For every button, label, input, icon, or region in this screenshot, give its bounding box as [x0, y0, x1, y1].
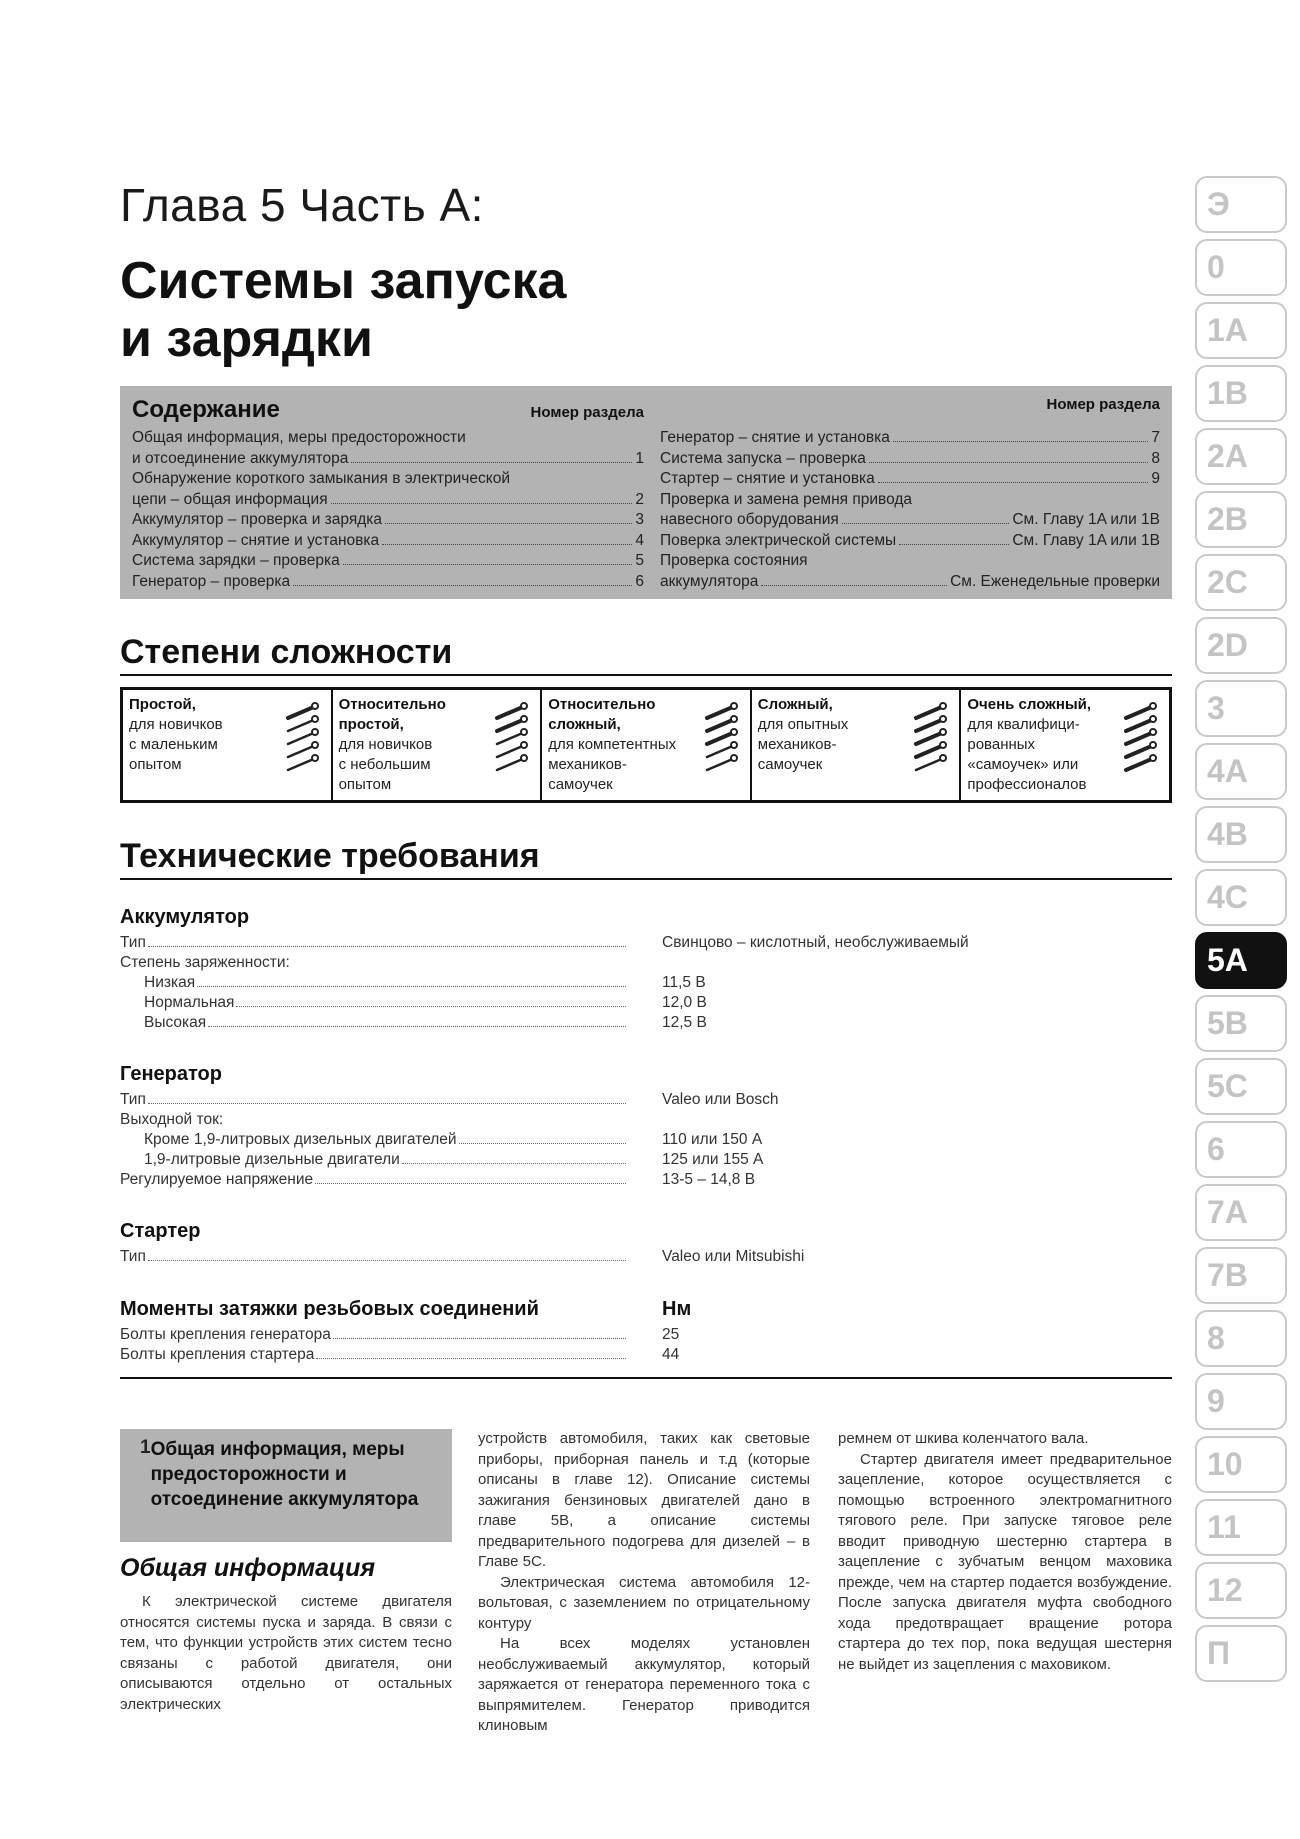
spec-value: 13-5 – 14,8 В [662, 1171, 756, 1188]
contents-title: Содержание [132, 396, 280, 423]
spec-label: Тип [120, 1248, 146, 1265]
difficulty-description: «самоучек» или [967, 756, 1079, 773]
chapter-line: Глава 5 Часть A: [120, 179, 484, 231]
difficulty-title: Относительно простой, [338, 696, 446, 733]
contents-item-label: Проверка состояния [660, 552, 808, 569]
contents-item-number: См. Главу 1A или 1B [1012, 531, 1160, 549]
page-title [120, 252, 566, 368]
difficulty-description: самоучек [548, 776, 613, 793]
wrench-rating-icon [494, 700, 528, 774]
contents-item-label: аккумулятора [660, 572, 759, 590]
spec-value: 44 [662, 1346, 680, 1363]
section-1-heading-box [120, 1429, 452, 1542]
contents-item-label: Стартер – снятие и установка [660, 470, 875, 487]
difficulty-description: профессионалов [967, 776, 1087, 793]
difficulty-heading: Степени сложности [120, 633, 1172, 676]
spec-row [120, 994, 1172, 1014]
spec-label: Тип [120, 934, 146, 951]
spec-value: Valeo или Bosch [662, 1091, 779, 1108]
spec-value: 110 или 150 А [662, 1131, 763, 1148]
chapter-tab[interactable]: 6 [1195, 1121, 1287, 1178]
spec-heading-starter: Стартер [120, 1220, 201, 1242]
contents-box [120, 386, 1172, 599]
spec-row [120, 974, 1172, 994]
body-paragraph: Электрическая система автомобиля 12-вольтовая, с заземлением по отрицательному контуру [478, 1573, 810, 1632]
spec-value: 11,5 В [662, 974, 706, 991]
chapter-tab[interactable]: 5C [1195, 1058, 1287, 1115]
spec-row [120, 1326, 1172, 1346]
spec-label: Выходной ток: [120, 1111, 224, 1128]
contents-item-label: и отсоединение аккумулятора [132, 449, 349, 467]
contents-item [132, 449, 644, 470]
torque-unit: Нм [662, 1298, 692, 1320]
title-line-2: и зарядки [120, 310, 373, 368]
contents-item-number: См. Главу 1A или 1B [1012, 511, 1160, 528]
contents-item [660, 469, 1160, 490]
contents-item [132, 490, 644, 511]
contents-item [660, 428, 1160, 449]
spec-label: Низкая [144, 974, 196, 991]
contents-item [132, 428, 644, 449]
contents-item [132, 551, 644, 572]
body-column-1 [120, 1592, 452, 1715]
spec-heading-generator: Генератор [120, 1063, 222, 1085]
difficulty-description: механиков- [757, 736, 837, 753]
wrench-rating-icon [913, 700, 947, 774]
spec-label: Кроме 1,9-литровых дизельных двигателей [144, 1131, 457, 1148]
contents-item [660, 531, 1160, 552]
contents-item-label: навесного оборудования [660, 511, 839, 528]
chapter-tab[interactable]: 7B [1195, 1247, 1287, 1304]
contents-item-label: Генератор – проверка [132, 572, 291, 590]
difficulty-title: Очень сложный, [967, 696, 1092, 713]
chapter-tab[interactable]: 2D [1195, 617, 1287, 674]
spec-row [120, 1151, 1172, 1171]
difficulty-description: с небольшим [338, 756, 431, 773]
contents-item-number: 2 [635, 490, 644, 508]
contents-item-label: Аккумулятор – снятие и установка [132, 531, 380, 549]
spec-row [120, 1346, 1172, 1366]
contents-item-label: Система запуска – проверка [660, 449, 866, 467]
difficulty-title: Сложный, [757, 696, 833, 713]
contents-item [660, 572, 1160, 593]
contents-item-number: 6 [635, 572, 644, 590]
difficulty-level [959, 690, 1169, 800]
torque-heading: Моменты затяжки резьбовых соединений [120, 1298, 539, 1320]
difficulty-description: для квалифици- [967, 716, 1080, 733]
spec-value: 12,5 В [662, 1014, 707, 1031]
contents-item-number: 1 [635, 449, 644, 467]
chapter-tab[interactable]: 5B [1195, 995, 1287, 1052]
difficulty-description: для опытных [757, 716, 849, 733]
chapter-tab[interactable]: Э [1195, 176, 1287, 233]
body-column-3 [838, 1429, 1172, 1675]
body-paragraph: устройств автомобиля, таких как световые приборы, приборная панель и т.д (которые описаны в главе 12). Описание системы зажигания бензиновых двигателей дано в главе 5B, а описание системы предварительного подогрева для дизелей – в Главе 5C. [478, 1430, 810, 1570]
difficulty-description: самоучек [757, 756, 823, 773]
divider [120, 1377, 1172, 1379]
chapter-tab[interactable]: 4A [1195, 743, 1287, 800]
body-paragraph: Стартер двигателя имеет предварительное зацепление, которое осуществляется с помощью встроенного электромагнитного тягового реле. При запуске тяговое реле вводит приводную шестерню стартера в зацепление с зубчатым венцом маховика прежде, чем на стартер подается возбуждение. После запуска двигателя муфта свободного хода предотвращает вращение ротора стартера до тех пор, пока ведущая шестерня не выйдет из зацепления с маховиком. [838, 1450, 1172, 1673]
contents-item [132, 531, 644, 552]
contents-item-label: Обнаружение короткого замыкания в электрической [132, 470, 510, 487]
spec-group-torque [120, 1298, 1172, 1366]
chapter-tab[interactable]: 9 [1195, 1373, 1287, 1430]
difficulty-level [750, 690, 960, 800]
spec-row [120, 1111, 1172, 1131]
spec-row [120, 954, 1172, 974]
contents-item-label: Система зарядки – проверка [132, 552, 340, 569]
section-title: Общая информация, меры предосторожности и отсоединение аккумулятора [150, 1439, 419, 1510]
spec-label: Тип [120, 1091, 146, 1108]
specs-heading: Технические требования [120, 837, 1172, 880]
body-paragraph: ремнем от шкива коленчатого вала. [838, 1430, 1089, 1447]
spec-group-generator [120, 1063, 1172, 1191]
contents-item-label: Проверка и замена ремня привода [660, 490, 913, 508]
contents-item-label: Аккумулятор – проверка и зарядка [132, 511, 383, 528]
spec-row [120, 1014, 1172, 1034]
spec-heading-battery: Аккумулятор [120, 906, 250, 928]
subheading-general-info: Общая информация [120, 1554, 376, 1582]
chapter-tab[interactable]: 4C [1195, 869, 1287, 926]
spec-group-starter [120, 1220, 1172, 1268]
contents-item-number: 4 [635, 531, 644, 549]
difficulty-level [540, 690, 750, 800]
contents-left-column [132, 396, 644, 592]
body-paragraph: На всех моделях установлен необслуживаемый аккумулятор, который заряжается от генератора переменного тока с выпрямителем. Генератор приводится клиновым [478, 1635, 810, 1734]
difficulty-description: для новичков [129, 716, 223, 733]
contents-number-label: Номер раздела [530, 404, 644, 421]
contents-item-number: См. Еженедельные проверки [950, 572, 1160, 590]
spec-row [120, 1171, 1172, 1191]
contents-item [132, 469, 644, 490]
spec-group-battery [120, 906, 1172, 1034]
contents-number-label: Номер раздела [1046, 396, 1160, 413]
chapter-tab[interactable]: 4B [1195, 806, 1287, 863]
contents-item [660, 490, 1160, 511]
spec-value: Valeo или Mitsubishi [662, 1248, 805, 1265]
title-line-1: Системы запуска [120, 252, 567, 310]
contents-item-label: Общая информация, меры предосторожности [132, 429, 466, 446]
chapter-tab[interactable]: 5A [1195, 932, 1287, 989]
spec-row [120, 1091, 1172, 1111]
difficulty-level [331, 690, 541, 800]
chapter-tab[interactable]: 2A [1195, 428, 1287, 485]
section-number: 1 [140, 1437, 151, 1458]
chapter-tab[interactable]: 11 [1195, 1499, 1287, 1556]
spec-value: 12,0 В [662, 994, 707, 1011]
contents-item [660, 510, 1160, 531]
difficulty-description: с маленьким [129, 736, 218, 753]
difficulty-description: опытом [338, 776, 392, 793]
spec-label: Высокая [144, 1014, 207, 1031]
spec-label: Нормальная [144, 994, 235, 1011]
chapter-tab[interactable]: 0 [1195, 239, 1287, 296]
spec-row [120, 1131, 1172, 1151]
difficulty-description: для новичков [338, 736, 433, 753]
body-paragraph: К электрической системе двигателя относятся системы пуска и заряда. В связи с тем, что функции устройств этих систем тесно связаны с работой двигателя, они описываются отдельно от остальных электрических [120, 1593, 452, 1713]
spec-row [120, 934, 1172, 954]
chapter-tab[interactable]: 1A [1195, 302, 1287, 359]
difficulty-title: Относительно сложный, [548, 696, 656, 733]
contents-item [132, 572, 644, 593]
spec-value: Свинцово – кислотный, необслуживаемый [662, 934, 969, 951]
contents-item-label: Поверка электрической системы [660, 531, 897, 549]
spec-row [120, 1248, 1172, 1268]
body-column-2 [478, 1429, 810, 1737]
chapter-tab[interactable]: 1B [1195, 365, 1287, 422]
contents-item-label: Генератор – снятие и установка [660, 429, 890, 446]
contents-item-number: 7 [1151, 429, 1160, 446]
spec-label: Регулируемое напряжение [120, 1171, 314, 1188]
difficulty-description: механиков- [548, 756, 627, 773]
contents-item-number: 5 [635, 552, 644, 569]
chapter-tab[interactable]: 10 [1195, 1436, 1287, 1493]
chapter-tab[interactable]: П [1195, 1625, 1287, 1682]
chapter-tabs [1195, 176, 1291, 1688]
chapter-tab[interactable]: 2C [1195, 554, 1287, 611]
difficulty-description: рованных [967, 736, 1036, 753]
contents-item [132, 510, 644, 531]
difficulty-scale [120, 687, 1172, 803]
chapter-tab[interactable]: 3 [1195, 680, 1287, 737]
spec-label: Болты крепления стартера [120, 1346, 315, 1363]
chapter-tab[interactable]: 8 [1195, 1310, 1287, 1367]
spec-label: Степень заряженности: [120, 954, 290, 971]
contents-item-label: цепи – общая информация [132, 490, 328, 508]
difficulty-description: для компетентных [548, 736, 677, 753]
spec-value: 25 [662, 1326, 680, 1343]
contents-item [660, 449, 1160, 470]
difficulty-description: опытом [129, 756, 182, 773]
chapter-tab[interactable]: 12 [1195, 1562, 1287, 1619]
contents-item-number: 9 [1151, 470, 1160, 487]
spec-label: Болты крепления генератора [120, 1326, 331, 1343]
wrench-rating-icon [285, 700, 319, 774]
difficulty-title: Простой, [129, 696, 196, 713]
spec-label: 1,9-литровые дизельные двигатели [144, 1151, 400, 1168]
spec-value: 125 или 155 А [662, 1151, 764, 1168]
chapter-tab[interactable]: 2B [1195, 491, 1287, 548]
chapter-tab[interactable]: 7A [1195, 1184, 1287, 1241]
spec-heading-torque [120, 1298, 1172, 1326]
contents-item-number: 3 [635, 511, 644, 528]
contents-item-number: 8 [1151, 449, 1160, 467]
difficulty-level [123, 690, 331, 800]
wrench-rating-icon [704, 700, 738, 774]
contents-item [660, 551, 1160, 572]
wrench-rating-icon [1123, 700, 1157, 774]
contents-right-column [660, 396, 1160, 592]
